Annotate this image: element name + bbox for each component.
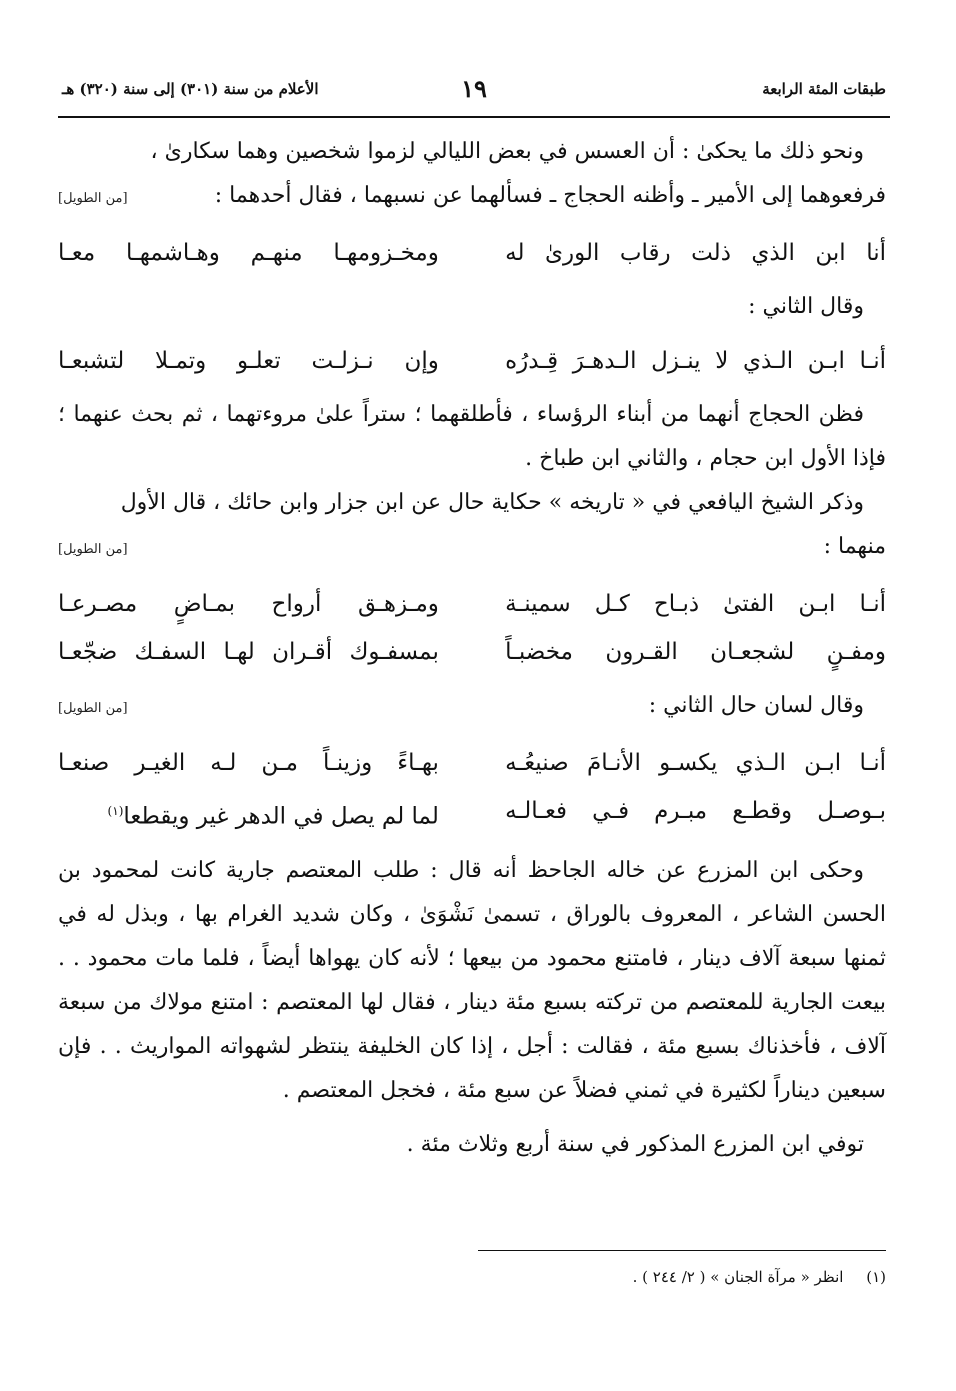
book-title: طبقات المئة الرابعة [762,80,886,98]
footnote [633,1268,886,1286]
meter-label: [من الطويل] [58,701,128,716]
verse [58,231,886,275]
verse-second-hemistich: ومخـزومهـا منهـم وهـاشمهـا معـا [58,240,439,266]
footnote-number: (١) [866,1268,886,1286]
paragraph-text: فرفعوهما إلى الأمير ـ وأظنه الحجاج ـ فسألهما عن نسبهما ، فقال أحدهما : [214,183,886,208]
meter-label: [من الطويل] [58,191,128,206]
meter-label: [من الطويل] [58,542,128,557]
year-range: الأعلام من سنة (٣٠١) إلى سنة (٣٢٠) هـ [62,80,319,98]
verse-second-hemistich: بمسفـوك أقـران لهـا السفـك ضجّعـا [58,639,439,665]
verse-second-hemistich: ومـزهـق أرواح بمـاضٍ مصـرعـا [58,591,439,617]
verse-first-hemistich: أنا ابن الذي ذلت رقاب الورىٰ له [505,240,886,266]
paragraph: وذكر الشيخ اليافعي في « تاريخه » حكاية حال عن ابن جزار وابن حائك ، قال الأول [120,490,864,515]
paragraph: ونحو ذلك ما يحكىٰ : أن العسس في بعض الليالي لزموا شخصين وهما سكارىٰ ، [150,139,864,164]
verse [58,339,886,383]
verse-first-hemistich: بـوصـل وقطـع مبـرم فـي فعـالـه [505,798,886,824]
verse-second-hemistich [58,789,439,839]
verse-first-hemistich: أنـا ابـن الـذي لا ينـزل الـدهـرَ قِـدرُه [505,348,886,374]
paragraph-line [58,684,886,731]
paragraph-line [58,174,886,221]
verse-text: لما لم يصل في الدهر غير ويقطعا [123,803,439,830]
verse-second-hemistich: وإن نـزلـت تعلـو وتمـلا لتشبعـا [58,348,439,374]
running-header [62,74,886,114]
verse-second-hemistich: بهـاءً وزينـاً مـن لـه الغيـر صنعـا [58,750,439,776]
paragraph: فظن الحجاج أنهما من أبناء الرؤساء ، فأطلقهما ؛ ستراً علىٰ مروءتهما ، ثم بحث عنهما ؛ فإذا الأول ابن حجام ، والثاني ابن طباخ . [58,402,886,471]
paragraph-text: وقال لسان حال الثاني : [648,693,864,718]
verse [58,789,886,839]
paragraph: وحكى ابن المزرع عن خاله الجاحظ أنه قال : طلب المعتصم جارية كانت لمحمود بن الحسن الشاعر ، المعروف بالوراق ، تسمىٰ نَشْوَىٰ ، وكان شديد الغرام بها ، وبذل له في ثمنها سبعة آلاف دينار ، فامتنع محمود من بيعها ؛ لأنه كان يهواها أيضاً ، فلما مات محمود . . بيعت الجارية للمعتصم من تركته بسبع مئة دينار ، فقال لها المعتصم : امتنع مولاك من سبعة آلاف ، فأخذناك بسبع مئة ، فقالت : أجل ، إذا كان الخليفة ينتظر لشهواته المواريث . . فإن سبعين ديناراً لكثيرة في ثمني فضلاً عن سبع مئة ، فخجل المعتصم . [58,857,886,1103]
header-rule [58,116,890,118]
verse [58,630,886,674]
footnote-marker: (١) [107,804,124,818]
verse [58,741,886,785]
main-text [58,130,886,1167]
verse-first-hemistich: أنـا ابـن الـذي يكسـو الأنـامَ صنيعُـه [505,750,886,776]
verse-first-hemistich: أنـا ابـن الفتىٰ ذبـاح كـل سمينـة [505,591,886,617]
footnote-rule [478,1250,886,1251]
paragraph-line [58,525,886,572]
verse [58,582,886,626]
paragraph: وقال الثاني : [748,294,864,319]
page-number: ١٩ [461,74,487,103]
paragraph: توفي ابن المزرع المذكور في سنة أربع وثلاث مئة . [406,1131,864,1157]
verse-first-hemistich: ومفـنٍ لشجعـان القـرون مخضبـاً [505,639,886,665]
paragraph-text: منهما : [823,534,886,559]
footnote-text: انظر « مرآة الجنان » ( ٢/ ٢٤٤ ) . [632,1268,844,1286]
